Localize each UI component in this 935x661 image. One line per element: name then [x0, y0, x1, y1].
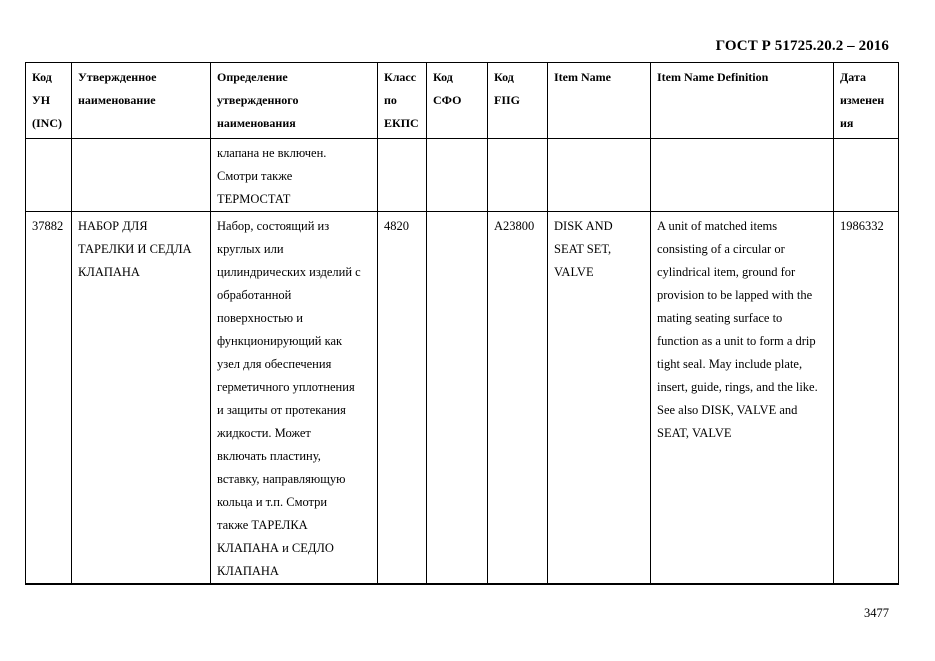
column-header-line: СФО [433, 93, 462, 107]
cell-item-definition [651, 139, 834, 212]
nomenclature-table [25, 62, 899, 585]
column-header [488, 63, 548, 139]
column-header [211, 63, 378, 139]
column-header-line: УН [32, 93, 51, 107]
document-standard-header: ГОСТ Р 51725.20.2 – 2016 [715, 38, 889, 54]
cell-name [72, 139, 211, 212]
column-header-line: утвержденного [217, 93, 299, 107]
column-header-line: (INC) [32, 116, 62, 130]
table-header-row [26, 63, 899, 139]
column-header [834, 63, 899, 139]
column-header-line: по [384, 93, 397, 107]
column-header-line: ЕКПС [384, 116, 419, 130]
item-definition-line: cylindrical item, ground for [657, 265, 796, 279]
column-header-line: FIIG [494, 93, 521, 107]
column-header-line: изменен [840, 93, 885, 107]
cell-definition [211, 212, 378, 585]
definition-line: Набор, состоящий из [217, 219, 330, 233]
definition-line: герметичного уплотнения [217, 380, 355, 394]
cell-item-name [548, 212, 651, 585]
definition-line: поверхностью и [217, 311, 303, 325]
definition-line: цилиндрических изделий с [217, 265, 361, 279]
definition-line: обработанной [217, 288, 292, 302]
definition-line: ТЕРМОСТАТ [217, 192, 291, 206]
column-header [651, 63, 834, 139]
definition-line: КЛАПАНА [217, 564, 279, 578]
column-header-line: Утвержденное [78, 70, 157, 84]
column-header [378, 63, 427, 139]
item-definition-line: mating seating surface to [657, 311, 783, 325]
column-header-line: Код [494, 70, 514, 84]
item-definition-line: A unit of matched items [657, 219, 778, 233]
definition-line: Смотри также [217, 169, 293, 183]
definition-line: функционирующий как [217, 334, 343, 348]
column-header-line: ия [840, 116, 854, 130]
column-header-line: Код [433, 70, 453, 84]
definition-line: клапана не включен. [217, 146, 327, 160]
definition-line: круглых или [217, 242, 284, 256]
column-header-line: Item Name [554, 70, 611, 84]
name-line: ТАРЕЛКИ И СЕДЛА [78, 242, 192, 256]
cell-definition [211, 139, 378, 212]
column-header-line: Код [32, 70, 52, 84]
column-header-line: Класс [384, 70, 417, 84]
cell-item-definition [651, 212, 834, 585]
item-definition-line: consisting of a circular or [657, 242, 785, 256]
item-definition-line: provision to be lapped with the [657, 288, 813, 302]
item-definition-line: insert, guide, rings, and the like. [657, 380, 818, 394]
column-header-line: Определение [217, 70, 288, 84]
item-name-line: VALVE [554, 265, 594, 279]
item-definition-line: SEAT, VALVE [657, 426, 732, 440]
column-header-line: Item Name Definition [657, 70, 769, 84]
definition-line: жидкости. Может [217, 426, 311, 440]
cell-date: 1986332 [834, 212, 899, 585]
column-header-line: наименования [217, 116, 296, 130]
definition-line: КЛАПАНА и СЕДЛО [217, 541, 334, 555]
name-line: НАБОР ДЛЯ [78, 219, 148, 233]
definition-line: включать пластину, [217, 449, 321, 463]
cell-fiig [488, 139, 548, 212]
column-header-line: Дата [840, 70, 866, 84]
column-header [26, 63, 72, 139]
item-definition-line: tight seal. May include plate, [657, 357, 803, 371]
cell-class [378, 139, 427, 212]
item-definition-line: See also DISK, VALVE and [657, 403, 798, 417]
column-header [548, 63, 651, 139]
table-row [26, 212, 899, 585]
definition-line: узел для обеспечения [217, 357, 332, 371]
page-number: 3477 [864, 606, 889, 620]
item-name-line: SEAT SET, [554, 242, 612, 256]
cell-class: 4820 [378, 212, 427, 585]
cell-sfo [427, 139, 488, 212]
cell-item-name [548, 139, 651, 212]
cell-sfo [427, 212, 488, 585]
column-header-line: наименование [78, 93, 156, 107]
column-header [72, 63, 211, 139]
definition-line: кольца и т.п. Смотри [217, 495, 328, 509]
definition-line: вставку, направляющую [217, 472, 346, 486]
definition-line: и защиты от протекания [217, 403, 346, 417]
item-definition-line: function as a unit to form a drip [657, 334, 816, 348]
item-name-line: DISK AND [554, 219, 613, 233]
continuation-row [26, 139, 899, 212]
cell-name [72, 212, 211, 585]
cell-fiig: A23800 [488, 212, 548, 585]
name-line: КЛАПАНА [78, 265, 140, 279]
cell-inc: 37882 [26, 212, 72, 585]
cell-inc [26, 139, 72, 212]
cell-date [834, 139, 899, 212]
column-header [427, 63, 488, 139]
definition-line: также ТАРЕЛКА [217, 518, 308, 532]
